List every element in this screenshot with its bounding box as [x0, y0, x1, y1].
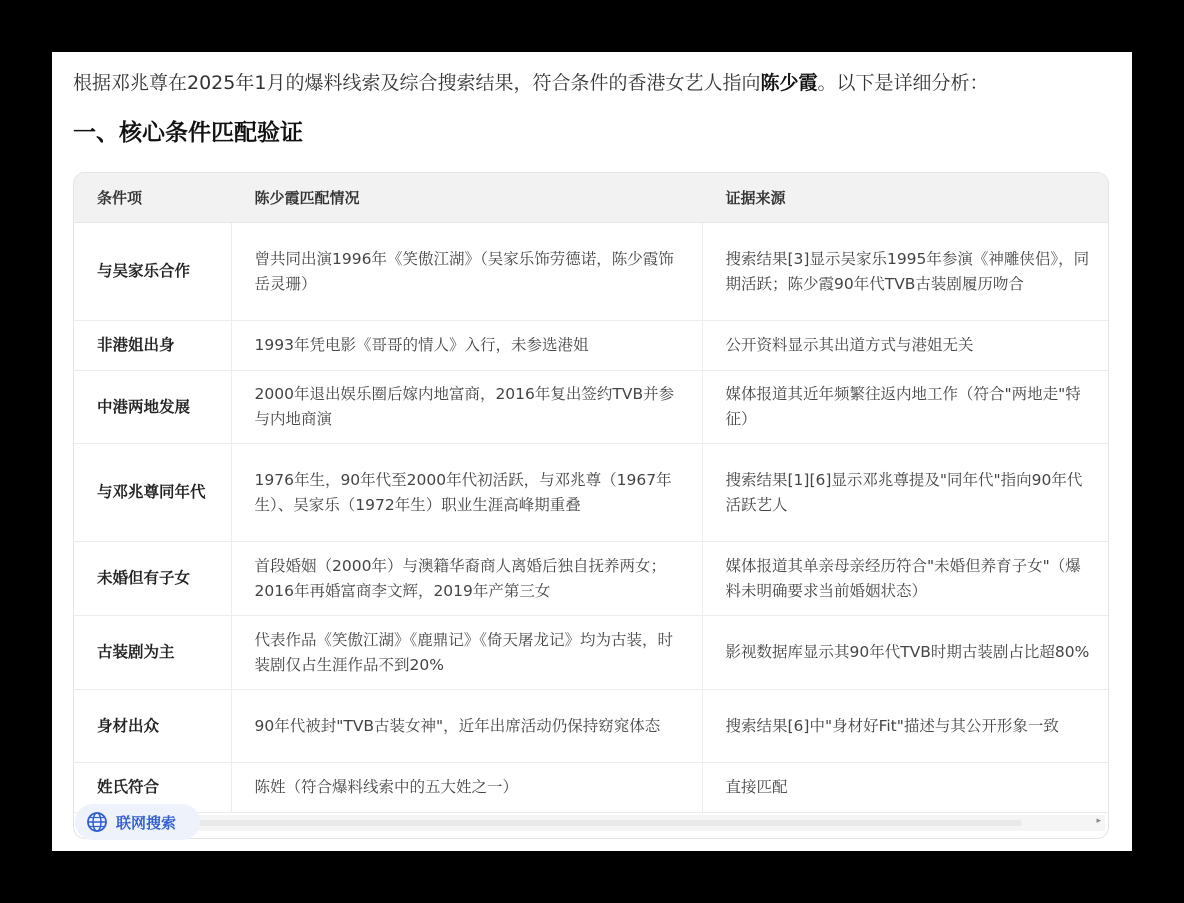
cell-evidence: 影视数据库显示其90年代TVB时期古装剧占比超80% — [702, 616, 1108, 690]
cell-match: 1976年生，90年代至2000年代初活跃，与邓兆尊（1967年生）、吴家乐（1972年生）职业生涯高峰期重叠 — [231, 444, 702, 542]
web-search-button[interactable] — [75, 804, 200, 840]
scrollbar-thumb[interactable] — [182, 820, 1022, 826]
cell-match: 首段婚姻（2000年）与澳籍华裔商人离婚后独自抚养两女；2016年再婚富商李文辉，2019年产第三女 — [231, 542, 702, 616]
table-row — [74, 223, 1108, 321]
table-row — [74, 616, 1108, 690]
cell-evidence: 直接匹配 — [702, 763, 1108, 813]
table-header-row — [74, 173, 1108, 223]
cell-condition: 与邓兆尊同年代 — [74, 444, 231, 542]
cell-condition: 与吴家乐合作 — [74, 223, 231, 321]
cell-evidence: 公开资料显示其出道方式与港姐无关 — [702, 321, 1108, 371]
cell-evidence: 搜索结果[6]中"身材好Fit"描述与其公开形象一致 — [702, 690, 1108, 763]
header-condition: 条件项 — [74, 173, 231, 223]
cell-condition: 非港姐出身 — [74, 321, 231, 371]
match-table — [74, 173, 1108, 813]
table-row — [74, 542, 1108, 616]
cell-match: 1993年凭电影《哥哥的情人》入行，未参选港姐 — [231, 321, 702, 371]
cell-evidence: 媒体报道其单亲母亲经历符合"未婚但养育子女"（爆料未明确要求当前婚姻状态） — [702, 542, 1108, 616]
header-evidence: 证据来源 — [702, 173, 1108, 223]
header-match: 陈少霞匹配情况 — [231, 173, 702, 223]
cell-condition: 未婚但有子女 — [74, 542, 231, 616]
scroll-right-arrow-icon[interactable]: ▸ — [1096, 816, 1101, 826]
table-row — [74, 763, 1108, 813]
intro-paragraph — [73, 68, 988, 98]
cell-match: 2000年退出娱乐圈后嫁内地富商，2016年复出签约TVB并参与内地商演 — [231, 371, 702, 444]
section-heading: 一、核心条件匹配验证 — [73, 120, 303, 146]
horizontal-scrollbar[interactable] — [142, 815, 1105, 831]
cell-match: 曾共同出演1996年《笑傲江湖》（吴家乐饰劳德诺，陈少霞饰岳灵珊） — [231, 223, 702, 321]
cell-condition: 中港两地发展 — [74, 371, 231, 444]
intro-prefix: 根据邓兆尊在2025年1月的爆料线索及综合搜索结果，符合条件的香港女艺人指向 — [73, 72, 761, 94]
cell-condition: 姓氏符合 — [74, 763, 231, 813]
cell-evidence: 搜索结果[3]显示吴家乐1995年参演《神雕侠侣》，同期活跃；陈少霞90年代TVB古装剧履历吻合 — [702, 223, 1108, 321]
match-table-container — [73, 172, 1109, 839]
globe-icon — [86, 811, 108, 833]
cell-condition: 古装剧为主 — [74, 616, 231, 690]
table-row — [74, 444, 1108, 542]
cell-evidence: 媒体报道其近年频繁往返内地工作（符合"两地走"特征） — [702, 371, 1108, 444]
cell-match: 代表作品《笑傲江湖》《鹿鼎记》《倚天屠龙记》均为古装，时装剧仅占生涯作品不到20% — [231, 616, 702, 690]
web-search-label: 联网搜索 — [116, 813, 177, 832]
cell-match: 陈姓（符合爆料线索中的五大姓之一） — [231, 763, 702, 813]
cell-match: 90年代被封"TVB古装女神"，近年出席活动仍保持窈窕体态 — [231, 690, 702, 763]
intro-suffix: 。以下是详细分析： — [817, 72, 989, 94]
table-row — [74, 321, 1108, 371]
table-row — [74, 690, 1108, 763]
intro-highlight-name: 陈少霞 — [760, 72, 818, 94]
table-row — [74, 371, 1108, 444]
chat-response-panel — [52, 52, 1132, 851]
cell-condition: 身材出众 — [74, 690, 231, 763]
cell-evidence: 搜索结果[1][6]显示邓兆尊提及"同年代"指向90年代活跃艺人 — [702, 444, 1108, 542]
